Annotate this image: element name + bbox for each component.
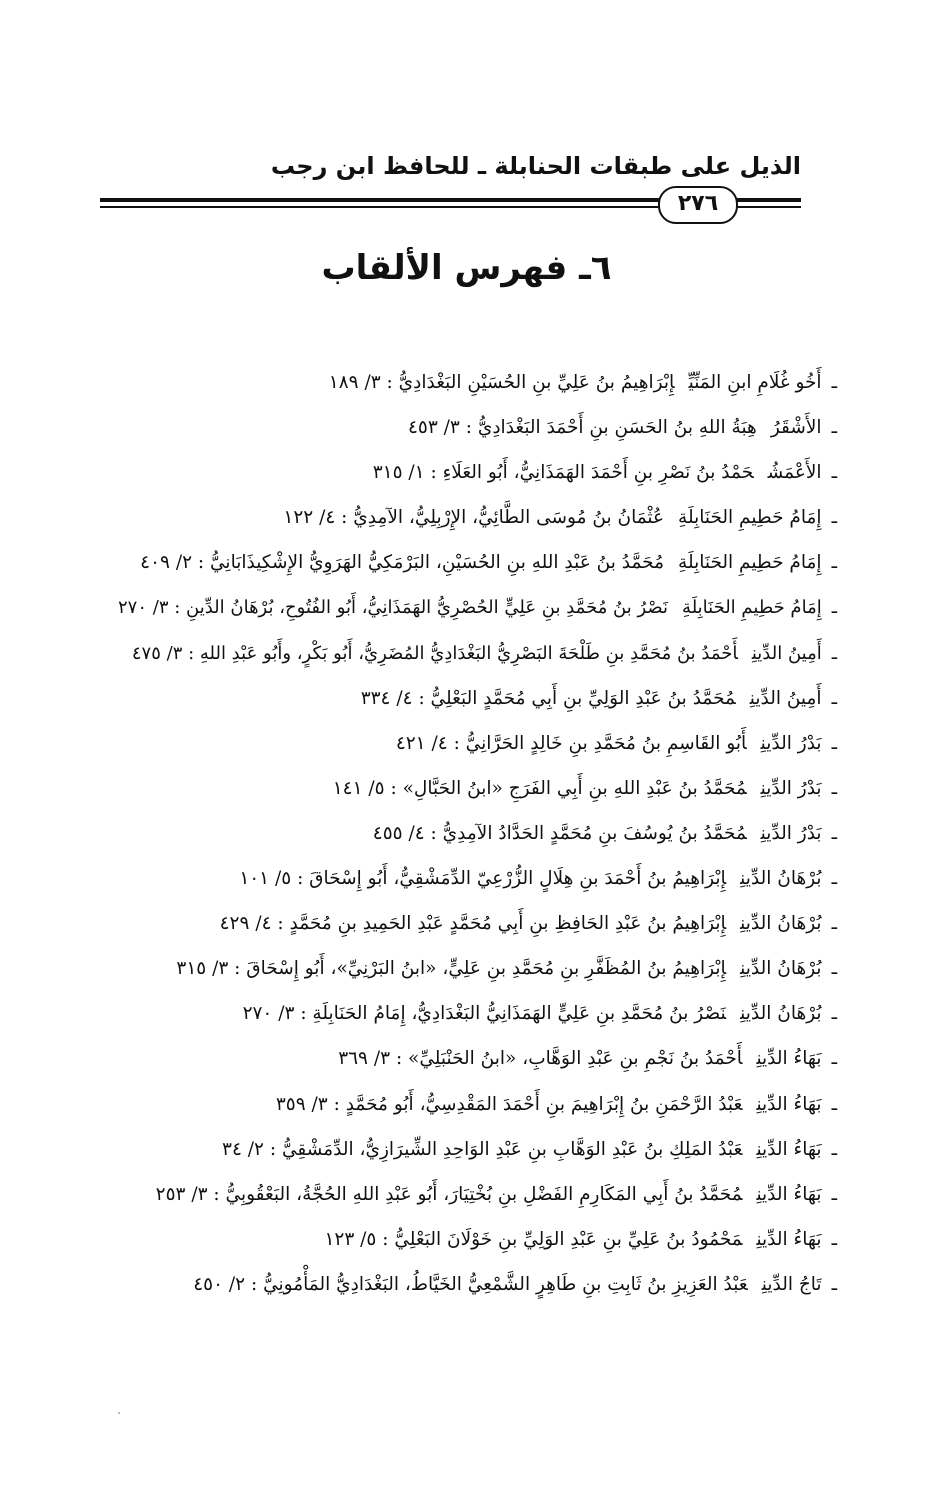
entry-dash: ـ [831, 958, 837, 980]
entry-dash: ـ [831, 597, 837, 619]
entry-dash: ـ [831, 552, 837, 574]
entry-dash: ـ [831, 822, 837, 844]
entry-laqab: بَدْرُ الدِّينِ [760, 732, 822, 754]
entry-laqab: بَدْرُ الدِّينِ [760, 777, 822, 799]
scan-speck [118, 1412, 120, 1414]
index-entry [117, 544, 837, 589]
entry-dash: ـ [831, 1183, 837, 1205]
entry-dash: ـ [831, 1003, 837, 1025]
entry-text: عُثْمَانُ بنُ مُوسَى الطَّائِيُّ، الإِرْبِلِيُّ، الآمِدِيُّ : ٤/ ١٢٢ [283, 507, 665, 529]
index-entry-list [117, 364, 837, 1311]
entry-dash: ـ [831, 777, 837, 799]
entry-laqab: بَدْرُ الدِّينِ [760, 822, 822, 844]
entry-text: مُحَمَّدُ بنُ عَبْدِ اللهِ بنِ أَبِي الفَرَجِ «ابنُ الحَبَّالِ» : ٥/ ١٤١ [332, 777, 747, 799]
entry-text: هِبَةُ اللهِ بنُ الحَسَنِ بنِ أَحْمَدَ البَغْدَادِيُّ : ٣/ ٤٥٣ [407, 417, 757, 439]
entry-laqab: بُرْهَانُ الدِّينِ [740, 958, 822, 980]
running-header-title: الذيل على طبقات الحنابلة ـ للحافظ ابن رجب [270, 152, 801, 180]
entry-text: مُحَمَّدُ بنُ عَبْدِ الوَلِيِّ بنِ أَبِي مُحَمَّدٍ البَعْلِيُّ : ٤/ ٣٣٤ [360, 687, 736, 709]
index-entry [117, 1040, 837, 1085]
entry-dash: ـ [831, 507, 837, 529]
entry-laqab: إِمَامُ حَطِيمِ الحَنَابِلَةِ [678, 507, 822, 529]
index-entry [117, 1086, 837, 1131]
index-entry [117, 725, 837, 770]
entry-text: عَبْدُ العَزِيزِ بنُ ثَابِتِ بنِ طَاهِرٍ الشَّمْعِيُّ الخَيَّاطُ، البَغْدَادِيُّ المَأْمُونِيُّ : ٢/ ٤٥٠ [193, 1273, 748, 1295]
entry-text: مُحَمَّدُ بنُ يُوسُفَ بنِ مُحَمَّدٍ الحَدَّادُ الآمِدِيُّ : ٤/ ٤٥٥ [372, 822, 747, 844]
entry-dash: ـ [831, 868, 837, 890]
entry-laqab: بَهَاءُ الدِّينِ [756, 1138, 822, 1160]
index-entry [117, 635, 837, 680]
entry-text: إِبْرَاهِيمُ بنُ عَبْدِ الحَافِظِ بنِ أَبِي مُحَمَّدٍ عَبْدِ الحَمِيدِ بنِ مُحَمَّدٍ : ٤/ ٤٢٩ [219, 913, 727, 935]
entry-dash: ـ [831, 1138, 837, 1160]
entry-text: عَبْدُ الرَّحْمَنِ بنُ إِبْرَاهِيمَ بنِ أَحْمَدَ المَقْدِسِيُّ، أَبُو مُحَمَّدٍ : ٣/ ٣٥٩ [275, 1093, 743, 1115]
entry-laqab: بَهَاءُ الدِّينِ [756, 1183, 822, 1205]
entry-text: مَحْمُودُ بنُ عَلِيِّ بنِ عَبْدِ الوَلِيِّ بنِ خَوْلَانَ البَعْلِيُّ : ٥/ ١٢٣ [324, 1228, 743, 1250]
entry-text: إِبْرَاهِيمُ بنُ أَحْمَدَ بنِ هِلَالٍ الزُّرْعِيّ الدِّمَشْقِيُّ، أَبُو إِسْحَاقَ : ٥/ ١٠١ [239, 868, 727, 890]
index-entry [117, 1176, 837, 1221]
entry-text: أَحْمَدُ بنُ مُحَمَّدِ بنِ طَلْحَةَ البَصْرِيُّ البَغْدَادِيُّ المُضَرِيُّ، أَبُو بَكْرٍ، وأَبُو عَبْدِ اللهِ : ٣/ ٤٧٥ [131, 642, 738, 664]
entry-text: حَمْدُ بنُ نَصْرِ بنِ أَحْمَدَ الهَمَذَانِيُّ، أَبُو العَلَاءِ : ١/ ٣١٥ [372, 462, 754, 484]
entry-laqab: بُرْهَانُ الدِّينِ [740, 868, 822, 890]
index-entry [117, 860, 837, 905]
index-entry [117, 995, 837, 1040]
entry-laqab: إِمَامُ حَطِيمِ الحَنَابِلَةِ [678, 552, 822, 574]
entry-dash: ـ [831, 1228, 837, 1250]
entry-laqab: بَهَاءُ الدِّينِ [756, 1228, 822, 1250]
entry-dash: ـ [831, 913, 837, 935]
entry-laqab: الأَعْمَشُ [767, 462, 822, 484]
entry-dash: ـ [831, 642, 837, 664]
index-entry [117, 950, 837, 995]
entry-laqab: بُرْهَانُ الدِّينِ [740, 1003, 822, 1025]
entry-laqab: بُرْهَانُ الدِّينِ [740, 913, 822, 935]
entry-text: نَصْرُ بنُ مُحَمَّدِ بنِ عَلِيٍّ الهَمَذَانِيُّ البَغْدَادِيُّ، إِمَامُ الحَنَابِلَةِ : ٣/ ٢٧٠ [242, 1003, 727, 1025]
entry-dash: ـ [831, 462, 837, 484]
entry-dash: ـ [831, 417, 837, 439]
entry-text: أَحْمَدُ بنُ نَجْمِ بنِ عَبْدِ الوَهَّابِ، «ابنُ الحَنْبَلِيِّ» : ٣/ ٣٦٩ [338, 1048, 743, 1070]
entry-laqab: تَاجُ الدِّينِ [761, 1273, 822, 1295]
entry-text: إِبْرَاهِيمُ بنُ المُظَفَّرِ بنِ مُحَمَّدِ بنِ عَلِيٍّ، «ابنُ البَرْنِيِّ»، أَبُو إِسْحَاقَ : ٣/ ٣١٥ [176, 958, 727, 980]
index-entry [117, 1221, 837, 1266]
index-entry [117, 364, 837, 409]
index-entry [117, 454, 837, 499]
entry-text: نَصْرُ بنُ مُحَمَّدِ بنِ عَلِيٍّ الحُصْرِيُّ الهَمَذَانِيُّ، أَبُو الفُتُوحِ، بُرْهَانُ الدِّينِ : ٣/ ٢٧٠ [118, 597, 669, 619]
index-entry [117, 815, 837, 860]
entry-text: عَبْدُ المَلِكِ بنُ عَبْدِ الوَهَّابِ بنِ عَبْدِ الوَاحِدِ الشِّيرَازِيُّ، الدِّمَشْقِيُّ : ٢/ ٣٤ [222, 1138, 743, 1160]
entry-laqab: أَمِينُ الدِّينِ [751, 642, 822, 664]
entry-dash: ـ [831, 1048, 837, 1070]
page-number: ٢٧٦ [658, 186, 738, 224]
entry-laqab: أَخُو غُلَامِ ابنِ المَنِّيِّ [688, 372, 822, 393]
entry-dash: ـ [831, 1273, 837, 1295]
section-title: ٦ـ فهرس الألقاب [321, 248, 612, 288]
entry-text: أَبُو القَاسِمِ بنُ مُحَمَّدِ بنِ خَالِدٍ الحَرَّانِيُّ : ٤/ ٤٢١ [395, 732, 747, 754]
index-entry [117, 905, 837, 950]
entry-laqab: إِمَامُ حَطِيمِ الحَنَابِلَةِ [682, 597, 822, 619]
entry-dash: ـ [831, 372, 837, 393]
entry-laqab: الأَشْقَرُ [770, 417, 822, 439]
entry-text: مُحَمَّدُ بنُ أَبِي المَكَارِمِ الفَضْلِ بنِ بُخْتِيَارَ، أَبُو عَبْدِ اللهِ الحُجَّةُ، البَعْقُوبِيُّ : ٣/ ٢٥٣ [155, 1183, 743, 1205]
index-entry [117, 589, 837, 634]
entry-laqab: بَهَاءُ الدِّينِ [756, 1048, 822, 1070]
index-entry [117, 499, 837, 544]
entry-dash: ـ [831, 1093, 837, 1115]
index-entry [117, 680, 837, 725]
entry-text: إِبْرَاهِيمُ بنُ عَلِيِّ بنِ الحُسَيْنِ البَغْدَادِيُّ : ٣/ ١٨٩ [328, 372, 675, 393]
index-entry [117, 770, 837, 815]
index-entry [117, 1266, 837, 1311]
index-entry [117, 409, 837, 454]
entry-dash: ـ [831, 687, 837, 709]
entry-laqab: بَهَاءُ الدِّينِ [756, 1093, 822, 1115]
entry-dash: ـ [831, 732, 837, 754]
index-entry [117, 1131, 837, 1176]
entry-text: مُحَمَّدُ بنُ عَبْدِ اللهِ بنِ الحُسَيْنِ، البَرْمَكِيُّ الهَرَوِيُّ الإِشْكِيذَابَانِيُّ : ٢/ ٤٠٩ [140, 552, 665, 574]
entry-laqab: أَمِينُ الدِّينِ [749, 687, 822, 709]
